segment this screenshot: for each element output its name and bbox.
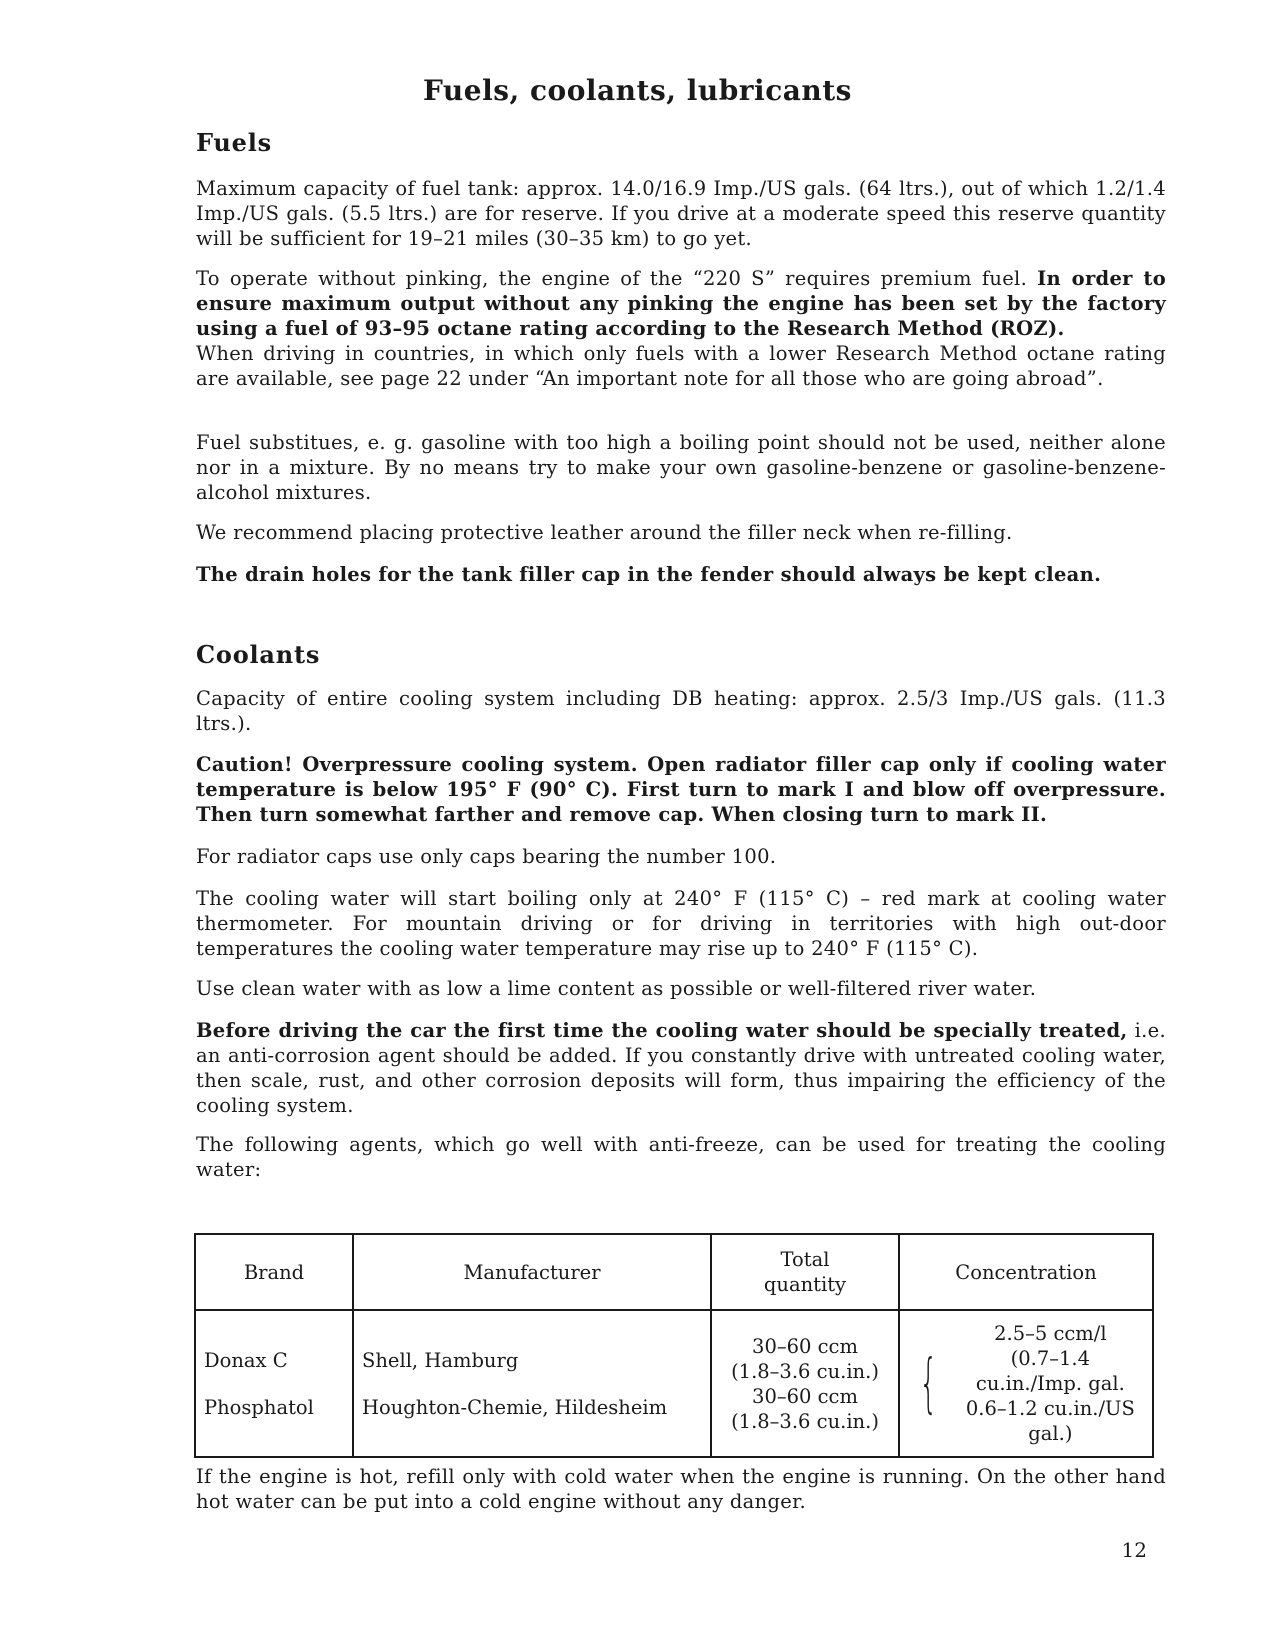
brand-donax: Donax C [204, 1348, 288, 1372]
brand-phosphatol: Phosphatol [204, 1395, 314, 1419]
coolants-paragraph-boiling: The cooling water will start boiling only at 240° F (115° C) – red mark at cooling water thermometer. For mountain driving or for driving in territories with high out-door temperatures the cooling water temperature may rise up to 240° F (115° C). [196, 887, 1166, 960]
coolants-paragraph-caution: Caution! Overpressure cooling system. Open radiator filler cap only if cooling water temperature is below 195° F (90° C). First turn to mark I and blow off overpressure. Then turn somewhat farther and remove cap. When closing turn to mark II. [196, 753, 1166, 826]
table-cell-quantity [711, 1310, 899, 1457]
coolants-paragraph-caps: For radiator caps use only caps bearing the number 100. [196, 845, 777, 868]
fuels-countries-text: When driving in countries, in which only fuels with a lower Research Method octane rating are available, see page 22 under “An important note for all those who are going abroad”. [196, 342, 1166, 390]
coolants-treatment-bold-text: Before driving the car the first time the cooling water should be specially treated, [196, 1019, 1128, 1042]
coolants-treatment-text: i.e. an anti-corrosion agent should be added. If you constantly drive with untreated cooling water, then scale, rust, and other corrosion deposits will form, thus impairing the efficiency of the cooling system. [196, 1019, 1166, 1117]
fuels-octane-bold-text: In order to ensure maximum output without any pinking the engine has been set by the factory using a fuel of 93–95 octane rating according to the Research Method (ROZ). [196, 267, 1166, 340]
manufacturer-shell: Shell, Hamburg [362, 1348, 519, 1372]
quantity-donax-line2: (1.8–3.6 cu.in.) [731, 1359, 879, 1383]
fuels-paragraph-drain-holes: The drain holes for the tank filler cap in the fender should always be kept clean. [196, 563, 1102, 586]
header-quantity-line1: Total [780, 1248, 830, 1271]
concentration-line1: 2.5–5 ccm/l [994, 1322, 1107, 1345]
fuels-paragraph-capacity: Maximum capacity of fuel tank: approx. 14.0/16.9 Imp./US gals. (64 ltrs.), out of which 1.2/1.4 Imp./US gals. (5.5 ltrs.) are for reserve. If you drive at a moderate speed this reserve quantity will be sufficient for 19–21 miles (30–35 km) to go yet. [196, 177, 1166, 250]
quantity-phosphatol-line1: 30–60 ccm [752, 1384, 858, 1408]
quantity-phosphatol-line2: (1.8–3.6 cu.in.) [731, 1409, 879, 1433]
table-header-row [195, 1234, 1153, 1310]
agents-table [194, 1233, 1154, 1458]
table-cell-manufacturer [353, 1310, 711, 1457]
fuels-paragraph-premium [196, 266, 1166, 391]
coolants-paragraph-agents: The following agents, which go well with anti-freeze, can be used for treating the cooling water: [196, 1133, 1166, 1181]
coolants-paragraph-treatment [196, 1018, 1166, 1118]
page-title: Fuels, coolants, lubricants [423, 74, 852, 107]
table-cell-concentration [899, 1310, 1153, 1457]
coolants-heading: Coolants [196, 640, 321, 669]
concentration-line2: (0.7–1.4 cu.in./Imp. gal. [975, 1347, 1125, 1395]
brace-icon: { [919, 1346, 938, 1421]
header-brand: Brand [195, 1234, 353, 1310]
coolants-paragraph-hot-engine: If the engine is hot, refill only with cold water when the engine is running. On the other hand hot water can be put into a cold engine without any danger. [196, 1465, 1166, 1513]
coolants-paragraph-capacity: Capacity of entire cooling system including DB heating: approx. 2.5/3 Imp./US gals. (11.3 ltrs.). [196, 687, 1166, 735]
header-manufacturer: Manufacturer [353, 1234, 711, 1310]
concentration-line3: 0.6–1.2 cu.in./US gal.) [965, 1397, 1135, 1445]
fuels-premium-text: To operate without pinking, the engine of the “220 S” requires premium fuel. [196, 267, 1038, 290]
fuels-paragraph-substitutes: Fuel substitues, e. g. gasoline with too high a boiling point should not be used, neither alone nor in a mixture. By no means try to make your own gasoline-benzene or gasoline-benzene-alcohol mixtures. [196, 431, 1166, 504]
fuels-paragraph-leather: We recommend placing protective leather around the filler neck when re-filling. [196, 521, 1013, 544]
header-concentration: Concentration [899, 1234, 1153, 1310]
table-row [195, 1310, 1153, 1457]
header-quantity-line2: quantity [763, 1273, 847, 1296]
quantity-donax-line1: 30–60 ccm [752, 1334, 858, 1358]
manufacturer-houghton: Houghton-Chemie, Hildesheim [362, 1395, 668, 1419]
table-cell-brand [195, 1310, 353, 1457]
page-number: 12 [1121, 1538, 1147, 1562]
header-total-quantity [711, 1234, 899, 1310]
coolants-paragraph-clean-water: Use clean water with as low a lime content as possible or well-filtered river water. [196, 977, 1037, 1000]
fuels-heading: Fuels [196, 128, 272, 157]
